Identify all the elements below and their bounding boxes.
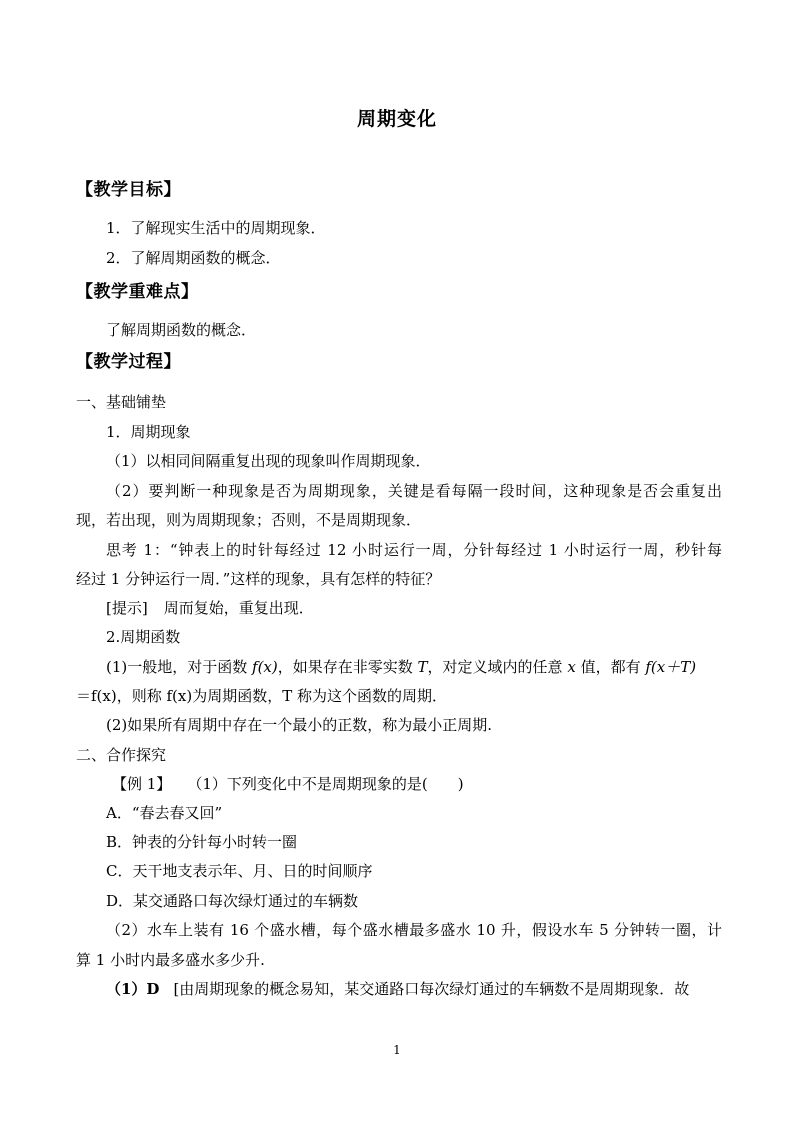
example-label: 【例 1】 xyxy=(112,775,172,793)
objective-item-2: 2．了解周期函数的概念． xyxy=(106,249,281,267)
think-line-1: 思考 1：“钟表上的时针每经过 12 小时运行一周，分针每经过 1 小时运行一周，秒针每 xyxy=(106,541,722,559)
page-title: 周期变化 xyxy=(356,108,437,130)
example-question-1: （1）下列变化中不是周期现象的是( ) xyxy=(187,775,464,793)
def-text-a: (1)一般地，对于函数 xyxy=(106,658,253,676)
subsection-periodic-phenomena: 1．周期现象 xyxy=(106,423,191,441)
paragraph-2-line-2: 现，若出现，则为周期现象；否则，不是周期现象． xyxy=(76,511,422,529)
hint-line xyxy=(106,598,314,618)
hint-text: 周而复始，重复出现． xyxy=(163,599,314,617)
page-number: 1 xyxy=(393,1043,401,1057)
def-fxT: f(x＋T) xyxy=(645,658,697,676)
answer-label: （1）D xyxy=(106,980,160,998)
option-b: B．钟表的分针每小时转一圈 xyxy=(106,833,298,851)
hint-label: [提示] xyxy=(106,599,148,617)
question-2-line-2: 算 1 小时内最多盛水多少升. xyxy=(76,951,265,969)
definition-2: (2)如果所有周期中存在一个最小的正数，称为最小正周期. xyxy=(106,716,493,734)
def-text-b: ，如果存在非零实数 xyxy=(277,658,418,676)
def-fx: f(x) xyxy=(252,658,278,676)
answer-line xyxy=(106,979,689,999)
definition-1-line-1 xyxy=(106,657,696,677)
answer-text: [由周期现象的概念易知，某交通路口每次绿灯通过的车辆数不是周期现象．故 xyxy=(173,980,690,998)
question-2-line-1: （2）水车上装有 16 个盛水槽，每个盛水槽最多盛水 10 升，假设水车 5 分钟转一圈，计 xyxy=(106,921,722,939)
def-text-c: ，对定义域内的任意 xyxy=(427,658,568,676)
section-1-title: 一、基础铺垫 xyxy=(76,393,167,411)
definition-1-line-2: ＝f(x)，则称 f(x)为周期函数，T 称为这个函数的周期． xyxy=(76,687,447,705)
paragraph-1: （1）以相同间隔重复出现的现象叫作周期现象． xyxy=(106,452,431,470)
key-point-text: 了解周期函数的概念． xyxy=(106,321,257,339)
example-1-line xyxy=(112,774,464,794)
option-a: A．“春去春又回” xyxy=(106,804,223,822)
option-c: C．天干地支表示年、月、日的时间顺序 xyxy=(106,862,373,880)
def-T: T xyxy=(417,658,428,676)
heading-objectives: 【教学目标】 xyxy=(76,180,181,200)
paragraph-2-line-1: （2）要判断一种现象是否为周期现象，关键是看每隔一段时间，这种现象是否会重复出 xyxy=(106,482,722,500)
heading-key-points: 【教学重难点】 xyxy=(76,282,199,302)
def-x: x xyxy=(567,658,576,676)
section-2-title: 二、合作探究 xyxy=(76,746,167,764)
objective-item-1: 1．了解现实生活中的周期现象． xyxy=(106,219,326,237)
def-text-d: 值，都有 xyxy=(575,658,646,676)
subsection-periodic-function: 2.周期函数 xyxy=(106,628,181,646)
option-d: D．某交通路口每次绿灯通过的车辆数 xyxy=(106,892,359,910)
think-line-2: 经过 1 分钟运行一周．”这样的现象，具有怎样的特征？ xyxy=(76,570,441,588)
heading-process: 【教学过程】 xyxy=(76,352,181,372)
